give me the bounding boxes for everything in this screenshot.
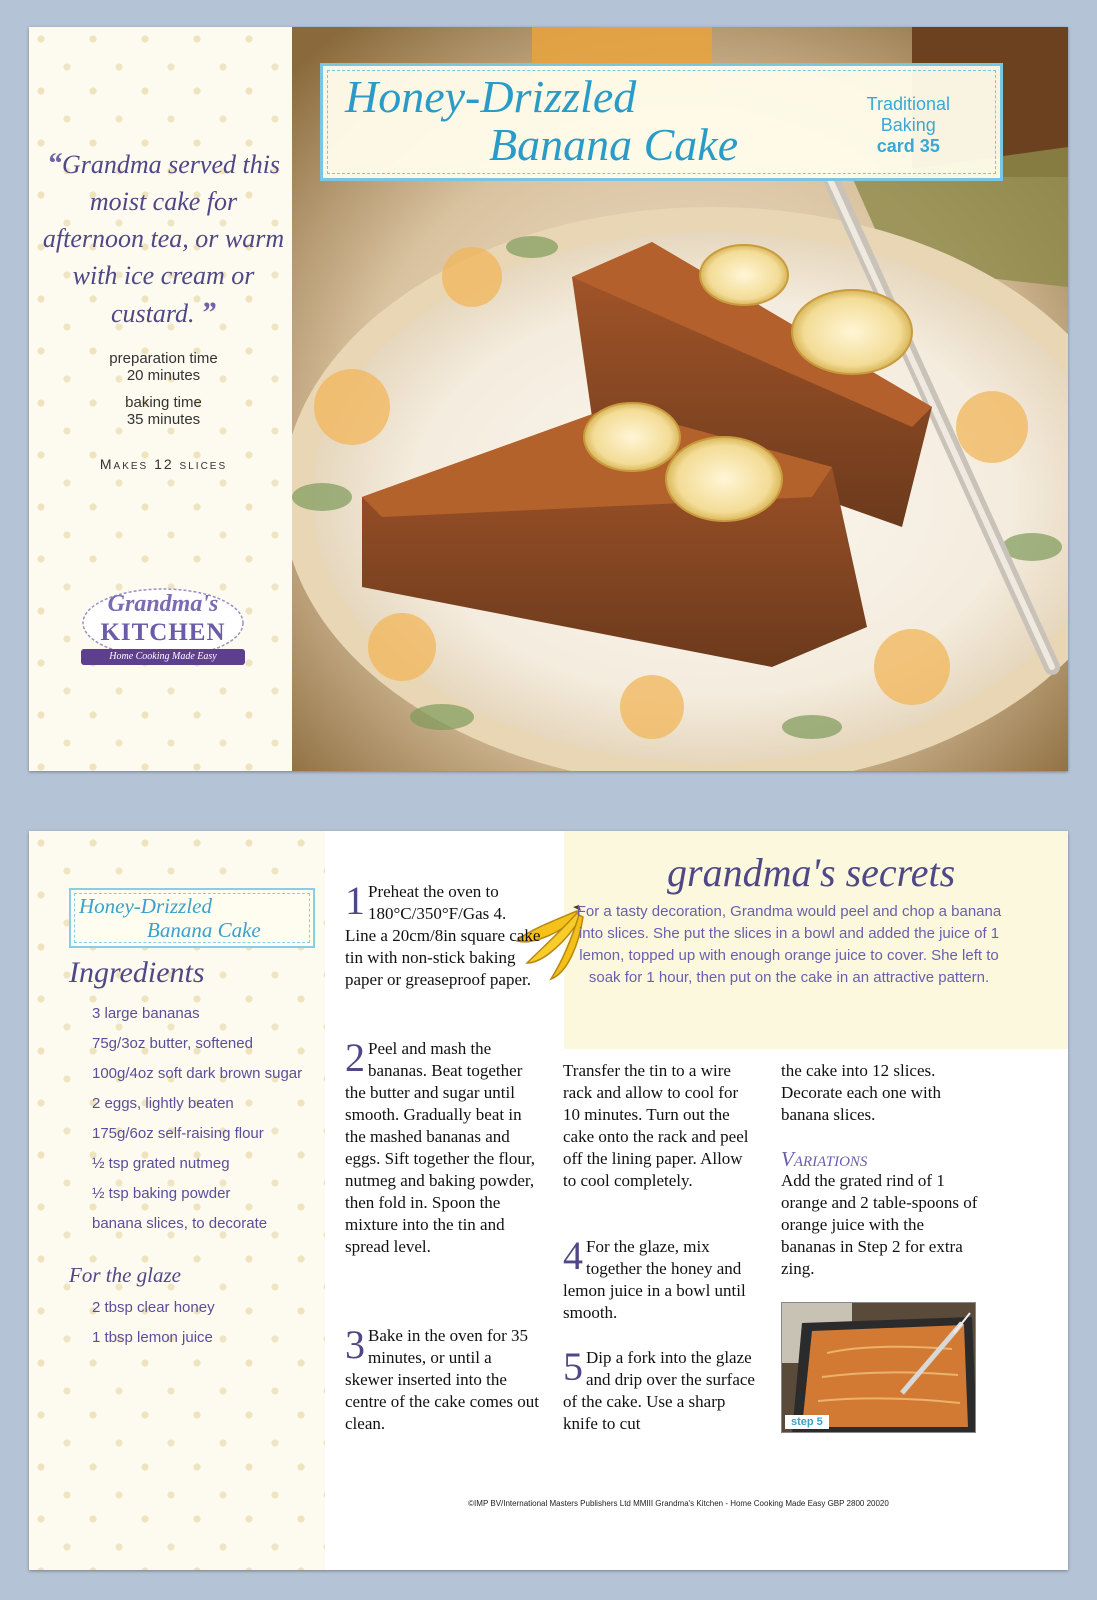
prep-time-value: 20 minutes xyxy=(126,367,201,384)
prep-time-label: preparation time xyxy=(109,350,218,367)
ingredient-item: 100g/4oz soft dark brown sugar xyxy=(92,1065,303,1082)
step-number: 5 xyxy=(563,1344,583,1389)
glaze-list xyxy=(92,1299,312,1359)
ingredient-item: ½ tsp baking powder xyxy=(92,1185,231,1202)
step-text: For the glaze, mix together the honey and lemon juice in a bowl until smooth. xyxy=(563,1237,746,1322)
ingredients-panel xyxy=(29,831,325,1570)
series-line1: Traditional xyxy=(866,94,950,114)
step-text: Transfer the tin to a wire rack and allow to cool for 10 minutes. Turn out the cake onto the rack and peel off the lining paper. Allow to cool completely. xyxy=(563,1061,749,1190)
ingredient-item: 3 large bananas xyxy=(92,1005,200,1022)
step-number: 3 xyxy=(345,1322,365,1367)
recipe-title-line2: Banana Cake xyxy=(489,119,739,170)
variations-text: Add the grated rind of 1 orange and 2 table-spoons of orange juice with the bananas in Step 2 for extra zing. xyxy=(781,1171,978,1278)
step-2 xyxy=(345,1035,541,1258)
logo-kitchen-text: KITCHEN xyxy=(100,619,226,646)
bake-time-value: 35 minutes xyxy=(126,411,201,428)
glaze-heading: For the glaze xyxy=(69,1263,181,1287)
step-number: 2 xyxy=(345,1035,365,1080)
quote-text: Grandma served this moist cake for afternoon tea, or warm with ice cream or custard. xyxy=(42,150,285,328)
step-text: Preheat the oven to 180°C/350°F/Gas 4. Line a 20cm/8in square cake tin with non-stick baking paper or greaseproof paper. xyxy=(345,882,541,989)
recipe-title-line1: Honey-Drizzled xyxy=(345,71,637,122)
mini-title-line2: Banana Cake xyxy=(147,918,261,942)
step-number: 4 xyxy=(563,1233,583,1278)
step-5-label: step 5 xyxy=(785,1415,829,1429)
front-sidebar xyxy=(29,27,298,771)
copyright-text: ©IMP BV/International Masters Publishers Ltd MMIII Grandma's Kitchen - Home Cooking Made Easy GBP 2800 20020 xyxy=(468,1499,889,1508)
logo-script-text: Grandma's xyxy=(107,591,219,617)
ingredient-item: ½ tsp grated nutmeg xyxy=(92,1155,230,1172)
step-3 xyxy=(345,1322,541,1435)
step-3-continued xyxy=(563,1060,759,1192)
step-1 xyxy=(345,878,541,991)
recipe-card-front xyxy=(29,27,1068,771)
glaze-item: 2 tbsp clear honey xyxy=(92,1299,215,1316)
secrets-heading: grandma's secrets xyxy=(667,850,956,895)
prep-time xyxy=(41,350,286,384)
series-label xyxy=(867,94,950,157)
open-quote-mark: “ xyxy=(46,147,62,180)
glaze-item: 1 tbsp lemon juice xyxy=(92,1329,213,1346)
series-line2: Baking xyxy=(880,115,936,135)
recipe-card-back xyxy=(29,831,1068,1570)
ingredient-item: 175g/6oz self-raising flour xyxy=(92,1125,264,1142)
ingredient-item: 2 eggs, lightly beaten xyxy=(92,1095,234,1112)
ingredients-heading: Ingredients xyxy=(69,956,205,989)
step-5-continued xyxy=(781,1060,981,1126)
recipe-title-box xyxy=(320,63,1003,181)
close-quote-mark: ” xyxy=(201,296,217,329)
step-4 xyxy=(563,1233,759,1324)
step-photo-image xyxy=(782,1303,976,1433)
step-5 xyxy=(563,1344,763,1435)
secrets-text: For a tasty decoration, Grandma would peel and chop a banana into slices. She put the slices in a bowl and added the juice of 1 lemon, topped up with enough orange juice to cover. She left to soak for 1 hour, then put on the cake in an attractive pattern. xyxy=(576,903,1002,986)
logo-tagline: Home Cooking Made Easy xyxy=(81,649,245,665)
servings: Makes 12 slices xyxy=(99,456,228,472)
grandma-quote xyxy=(41,145,286,332)
step-5-photo xyxy=(781,1302,976,1433)
mini-title-line1: Honey-Drizzled xyxy=(79,894,212,918)
mini-recipe-title xyxy=(69,888,315,948)
ingredients-list xyxy=(92,1005,312,1245)
step-text: Peel and mash the bananas. Beat together the butter and sugar until smooth. Gradually beat in the mashed bananas and eggs. Sift together the flour, nutmeg and baking powder, then fold in. Spoon the mixture into the tin and spread level. xyxy=(345,1039,536,1256)
bake-time-label: baking time xyxy=(125,394,202,411)
card-number: card 35 xyxy=(876,136,940,156)
step-text: Bake in the oven for 35 minutes, or until a skewer inserted into the centre of the cake comes out clean. xyxy=(345,1326,539,1433)
variations-heading: Variations xyxy=(781,1147,868,1171)
step-text: Dip a fork into the glaze and drip over the surface of the cake. Use a sharp knife to cut xyxy=(563,1348,755,1433)
ingredient-item: banana slices, to decorate xyxy=(92,1215,268,1232)
ingredient-item: 75g/3oz butter, softened xyxy=(92,1035,253,1052)
bake-time xyxy=(41,394,286,428)
step-number: 1 xyxy=(345,878,365,923)
grandmas-kitchen-logo xyxy=(77,585,249,673)
step-text: the cake into 12 slices. Decorate each one with banana slices. xyxy=(781,1061,941,1124)
